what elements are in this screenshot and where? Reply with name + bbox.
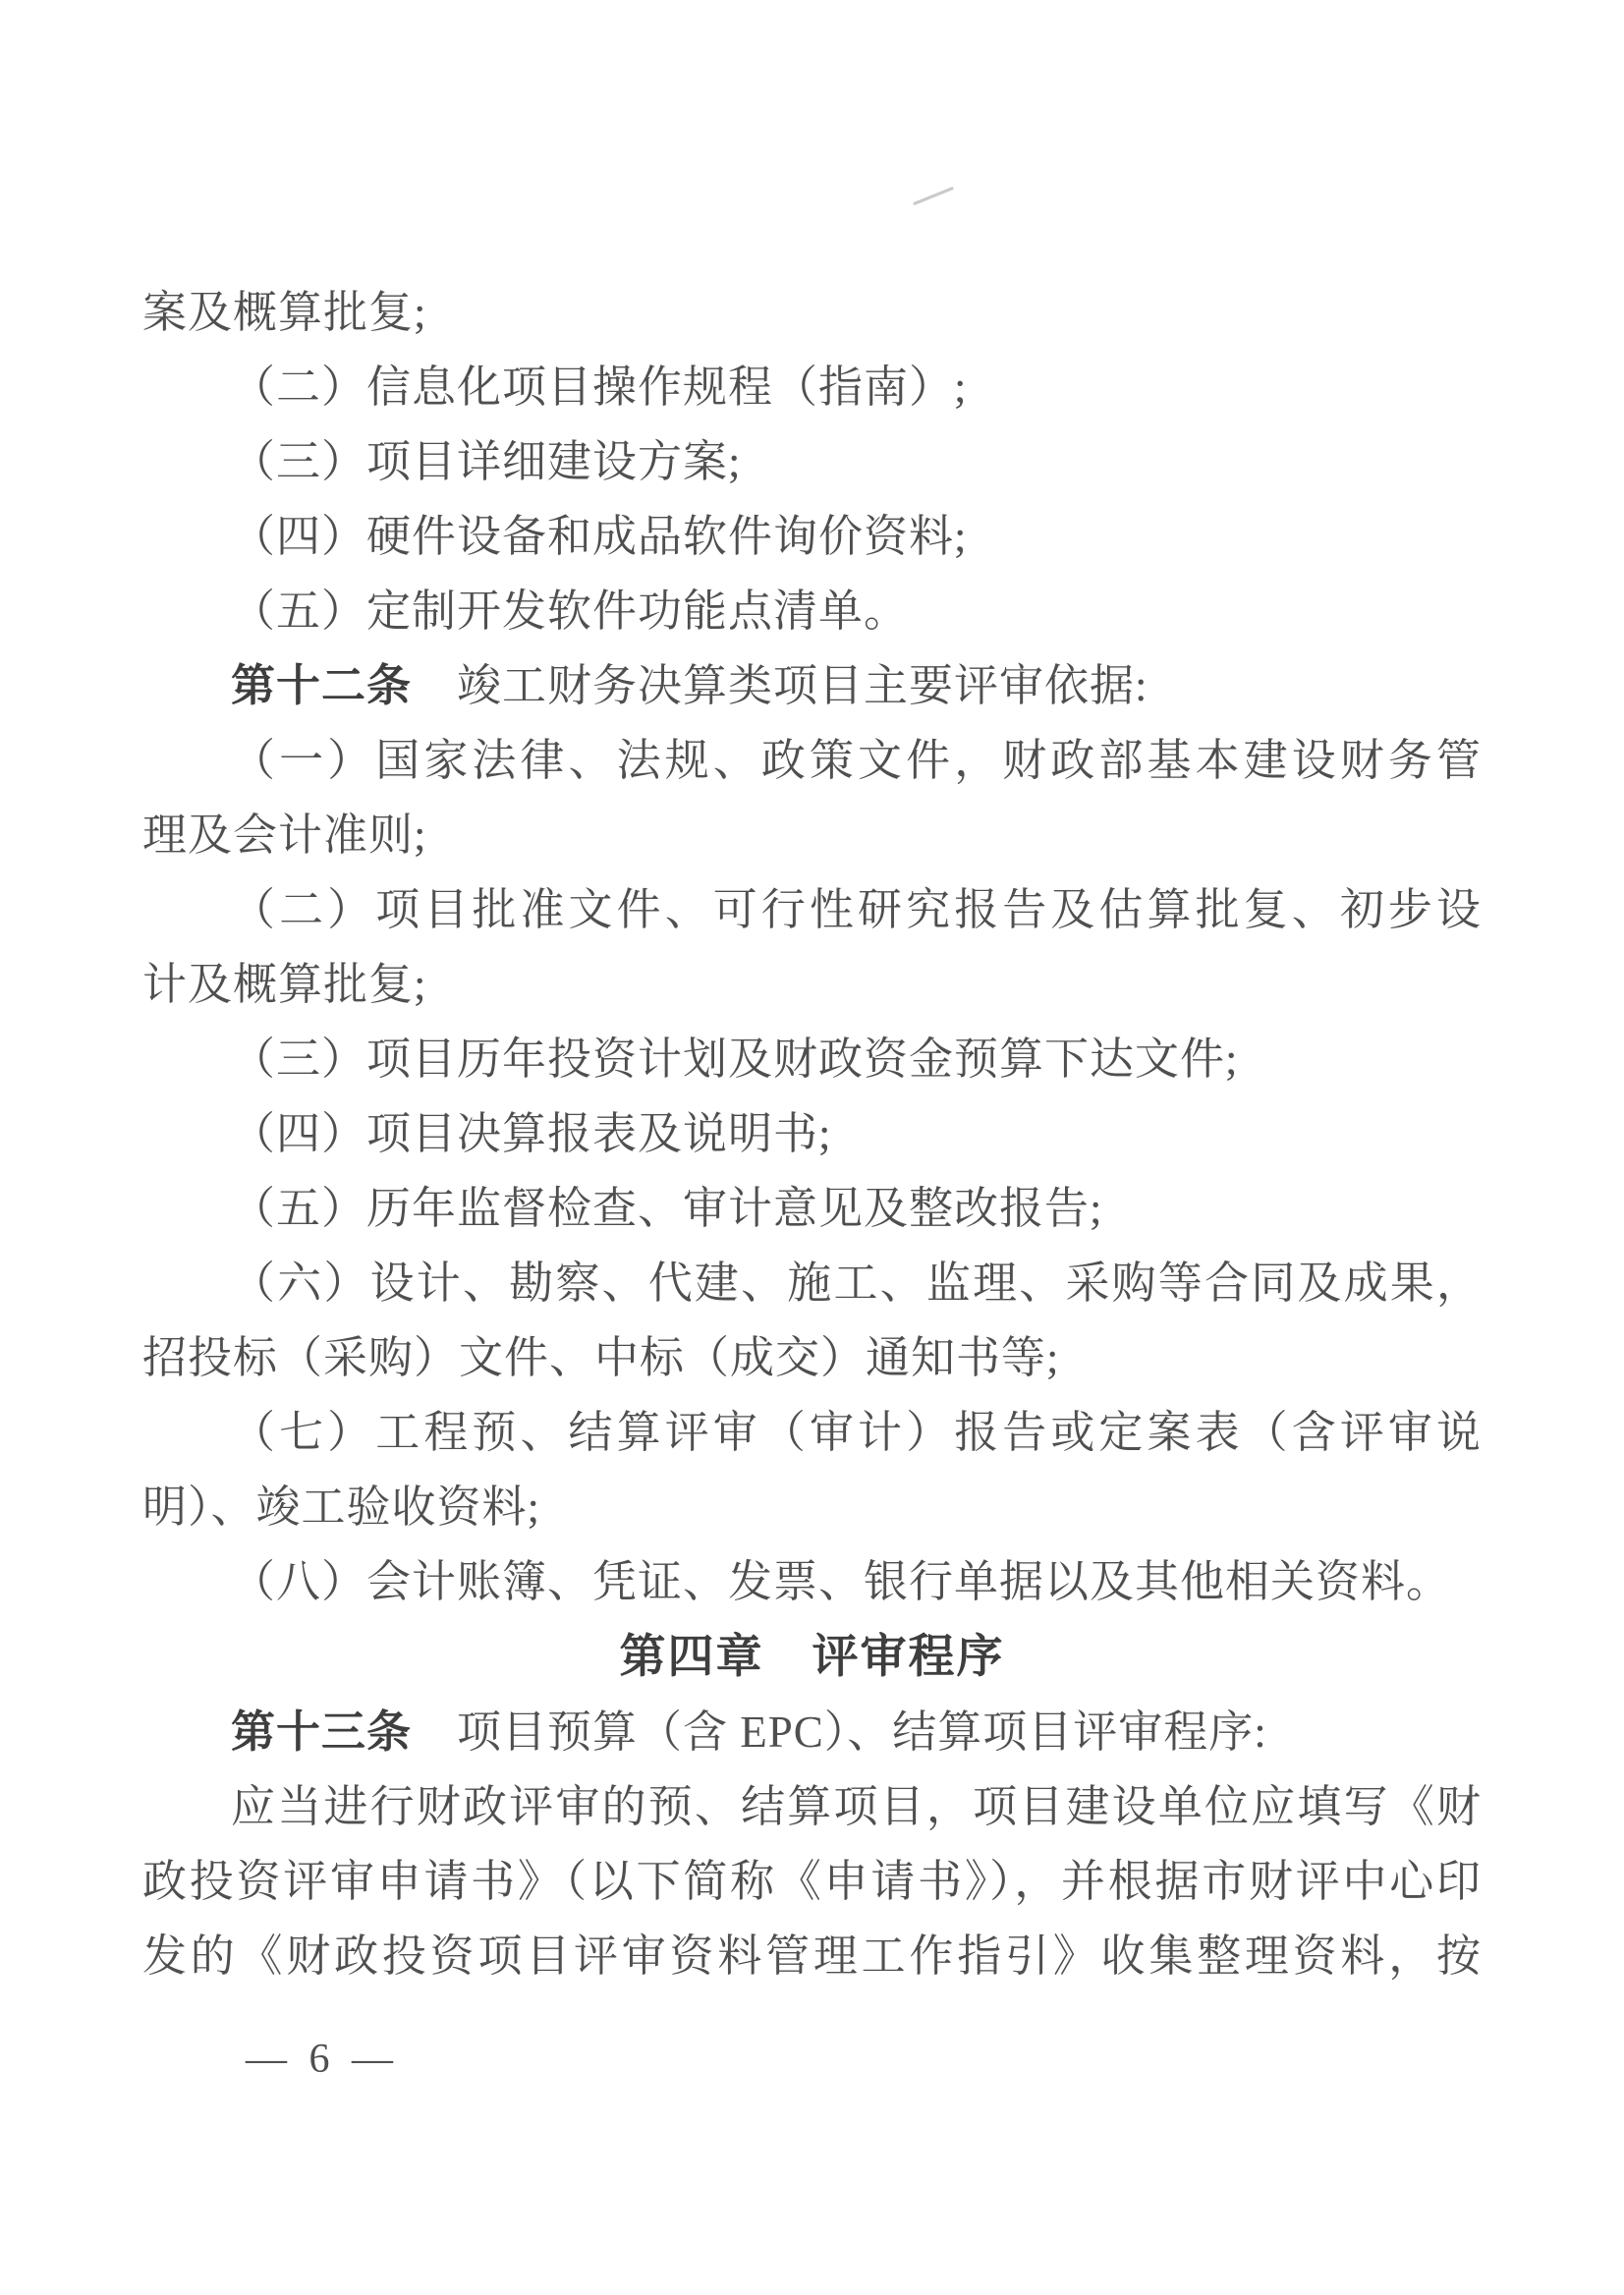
- text-run: 明）、竣工验收资料;: [142, 1483, 541, 1532]
- text-line: [142, 1844, 1482, 1919]
- bold-text-run: 第四章 评审程序: [619, 1630, 1005, 1682]
- text-run: （二）信息化项目操作规程（指南）;: [231, 363, 968, 412]
- text-run: （五）定制开发软件功能点清单。: [231, 587, 910, 636]
- text-run: （一）国家法律、法规、政策文件，财政部基本建设财务管: [231, 736, 1482, 785]
- text-run: 发的《财政投资项目评审资料管理工作指引》收集整理资料，按: [142, 1931, 1482, 1981]
- text-run: 项目预算（含 EPC）、结算项目评审程序:: [412, 1707, 1267, 1757]
- text-line: [142, 1919, 1482, 1993]
- text-line: [142, 1320, 1482, 1395]
- text-line: [142, 1695, 1482, 1769]
- text-line: [142, 275, 1482, 350]
- text-run: 竣工财务决算类项目主要评审依据:: [412, 661, 1148, 710]
- text-line: [142, 424, 1482, 499]
- chapter-heading: [142, 1619, 1482, 1695]
- text-run: 政投资评审申请书》（以下简称《申请书》），并根据市财评中心印: [142, 1857, 1482, 1906]
- text-line: [142, 798, 1482, 872]
- text-run: 理及会计准则;: [142, 811, 427, 860]
- text-run: （四）项目决算报表及说明书;: [231, 1109, 832, 1158]
- text-line: [142, 947, 1482, 1022]
- text-run: 招投标（采购）文件、中标（成交）通知书等;: [142, 1333, 1060, 1382]
- text-line: [142, 350, 1482, 424]
- bold-text-run: 第十二条: [231, 660, 413, 710]
- text-line: [142, 1096, 1482, 1171]
- text-line: [142, 499, 1482, 574]
- text-line: [142, 1544, 1482, 1619]
- text-line: [142, 1470, 1482, 1544]
- text-run: （七）工程预、结算评审（审计）报告或定案表（含评审说: [231, 1408, 1482, 1457]
- text-line: [142, 872, 1482, 947]
- text-line: [142, 1395, 1482, 1470]
- text-line: [142, 1022, 1482, 1096]
- text-line: [142, 1246, 1482, 1320]
- text-run: （五）历年监督检查、审计意见及整改报告;: [231, 1184, 1103, 1233]
- text-run: 计及概算批复;: [142, 960, 427, 1009]
- text-run: （二）项目批准文件、可行性研究报告及估算批复、初步设: [231, 885, 1482, 934]
- bold-text-run: 第十三条: [231, 1707, 413, 1757]
- text-run: （三）项目历年投资计划及财政资金预算下达文件;: [231, 1035, 1239, 1084]
- text-run: （三）项目详细建设方案;: [231, 437, 742, 486]
- text-line: [142, 574, 1482, 648]
- text-line: [142, 723, 1482, 798]
- text-run: 案及概算批复;: [142, 288, 427, 337]
- text-run: 应当进行财政评审的预、结算项目，项目建设单位应填写《财: [231, 1782, 1482, 1831]
- text-run: （八）会计账簿、凭证、发票、银行单据以及其他相关资料。: [231, 1557, 1452, 1606]
- text-line: [142, 1769, 1482, 1844]
- text-run: （六）设计、勘察、代建、施工、监理、采购等合同及成果，: [231, 1259, 1482, 1308]
- page-number: — 6 —: [246, 2037, 399, 2082]
- text-run: （四）硬件设备和成品软件询价资料;: [231, 512, 968, 561]
- text-line: [142, 648, 1482, 723]
- text-line: [142, 1171, 1482, 1246]
